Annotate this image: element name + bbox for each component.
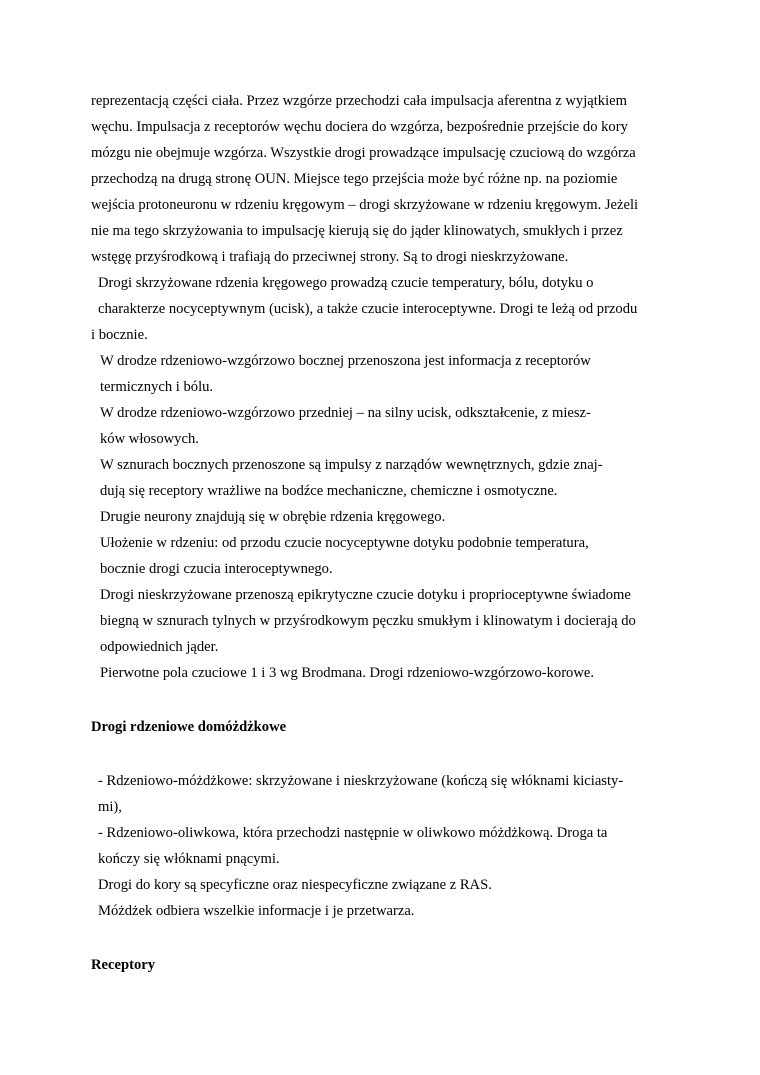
text-line: W drodze rdzeniowo-wzgórzowo przedniej – na silny ucisk, odkształcenie, z miesz- — [100, 405, 591, 421]
text-line: termicznych i bólu. — [100, 379, 214, 395]
text-line: Drogi skrzyżowane rdzenia kręgowego prowadzą czucie temperatury, bólu, dotyku o — [98, 275, 594, 291]
text-line: bocznie drogi czucia interoceptywnego. — [100, 561, 333, 577]
text-line: węchu. Impulsacja z receptorów węchu dociera do wzgórza, bezpośrednie przejście do kory — [91, 119, 628, 135]
text-line: i bocznie. — [91, 327, 148, 343]
text-line: wstęgę przyśrodkową i trafiają do przeciwnej strony. Są to drogi nieskrzyżowane. — [91, 249, 569, 265]
text-line: ków włosowych. — [100, 431, 199, 447]
text-line: kończy się włóknami pnącymi. — [98, 851, 280, 867]
text-line: W sznurach bocznych przenoszone są impulsy z narządów wewnętrznych, gdzie znaj- — [100, 457, 603, 473]
text-line: biegną w sznurach tylnych w przyśrodkowym pęczku smukłym i klinowatym i docierają do — [100, 613, 636, 629]
text-line: mi), — [98, 799, 122, 815]
list-item: - Rdzeniowo-móżdżkowe: skrzyżowane i nieskrzyżowane (kończą się włóknami kiciasty- — [98, 773, 624, 789]
text-line: Drugie neurony znajdują się w obrębie rdzenia kręgowego. — [100, 509, 446, 525]
text-line: Drogi do kory są specyficzne oraz niespecyficzne związane z RAS. — [98, 877, 492, 893]
text-line: wejścia protoneuronu w rdzeniu kręgowym – drogi skrzyżowane w rdzeniu kręgowym. Jeżeli — [91, 197, 639, 213]
text-line: nie ma tego skrzyżowania to impulsację kierują się do jąder klinowatych, smukłych i przez — [91, 223, 623, 239]
text-line: odpowiednich jąder. — [100, 639, 219, 655]
text-line: dują się receptory wrażliwe na bodźce mechaniczne, chemiczne i osmotyczne. — [100, 483, 558, 499]
text-line: Móżdżek odbiera wszelkie informacje i je przetwarza. — [98, 903, 415, 919]
section-heading-cerebellar: Drogi rdzeniowe domóżdżkowe — [91, 719, 287, 735]
text-line: charakterze nocyceptywnym (ucisk), a także czucie interoceptywne. Drogi te leżą od przodu — [98, 301, 638, 317]
text-line: reprezentacją części ciała. Przez wzgórze przechodzi cała impulsacja aferentna z wyjątkiem — [91, 93, 627, 109]
text-line: Drogi nieskrzyżowane przenoszą epikrytyczne czucie dotyku i proprioceptywne świadome — [100, 587, 631, 603]
text-line: mózgu nie obejmuje wzgórza. Wszystkie drogi prowadzące impulsację czuciową do wzgórza — [91, 145, 636, 161]
text-line: W drodze rdzeniowo-wzgórzowo bocznej przenoszona jest informacja z receptorów — [100, 353, 591, 369]
text-line: Ułożenie w rdzeniu: od przodu czucie nocyceptywne dotyku podobnie temperatura, — [100, 535, 589, 551]
list-item: - Rdzeniowo-oliwkowa, która przechodzi następnie w oliwkowo móżdżkową. Droga ta — [98, 825, 608, 841]
text-line: Pierwotne pola czuciowe 1 i 3 wg Brodmana. Drogi rdzeniowo-wzgórzowo-korowe. — [100, 665, 595, 681]
text-line: przechodzą na drugą stronę OUN. Miejsce tego przejścia może być różne np. na poziomie — [91, 171, 618, 187]
section-heading-receptors: Receptory — [91, 957, 156, 973]
